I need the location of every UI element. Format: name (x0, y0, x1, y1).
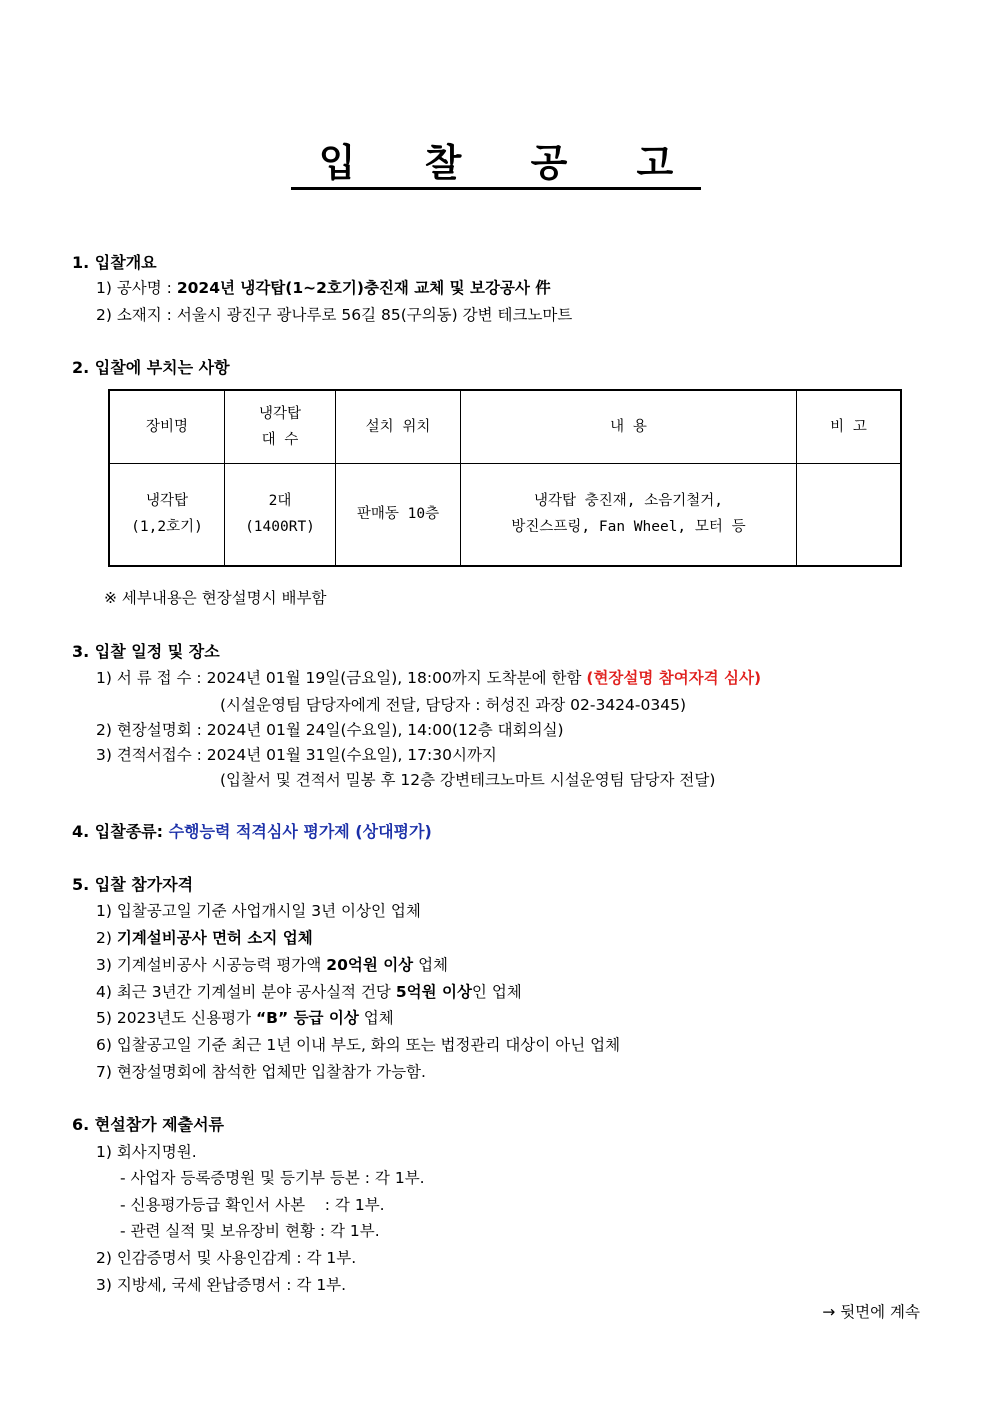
schedule-documents: 1) 서 류 접 수 : 2024년 01월 19일(금요일), 18:00까지 도착분에 한함 (현장설명 참여자격 심사) (96, 669, 762, 687)
document-3: 3) 지방세, 국세 완납증명서 : 각 1부. (96, 1276, 347, 1294)
qualification-5: 5) 2023년도 신용평가 “B” 등급 이상 업체 (96, 1009, 394, 1027)
continue-note: → 뒷면에 계속 (822, 1303, 920, 1321)
cell-location: 판매동 10층 (336, 463, 461, 566)
schedule-quote: 3) 견적서접수 : 2024년 01월 31일(수요일), 17:30시까지 (96, 746, 497, 764)
header-count: 냉각탑 대 수 (225, 390, 336, 463)
schedule-quote-note: (입찰서 및 견적서 밀봉 후 12층 강변테크노마트 시설운영팀 담당자 전달) (220, 771, 716, 789)
document-1c: - 관련 실적 및 보유장비 현황 : 각 1부. (120, 1222, 380, 1240)
qualification-7: 7) 현장설명회에 참석한 업체만 입찰참가 가능함. (96, 1063, 426, 1081)
header-content: 내 용 (461, 390, 797, 463)
document-1: 1) 회사지명원. (96, 1143, 197, 1161)
project-name: 1) 공사명 : 2024년 냉각탑(1~2호기)충진재 교체 및 보강공사 件 (96, 279, 551, 297)
document-1a: - 사업자 등록증명원 및 등기부 등본 : 각 1부. (120, 1169, 425, 1187)
section-3-heading: 3. 입찰 일정 및 장소 (72, 642, 220, 661)
section-5-heading: 5. 입찰 참가자격 (72, 875, 194, 894)
project-location: 2) 소재지 : 서울시 광진구 광나루로 56길 85(구의동) 강변 테크노마트 (96, 306, 573, 324)
header-note: 비 고 (797, 390, 902, 463)
equipment-table (108, 389, 902, 567)
qualification-4: 4) 최근 3년간 기계설비 분야 공사실적 건당 5억원 이상인 업체 (96, 983, 522, 1001)
section-2-heading: 2. 입찰에 부치는 사항 (72, 358, 230, 377)
cell-count: 2대 (1400RT) (225, 463, 336, 566)
header-equipment: 장비명 (109, 390, 225, 463)
header-location: 설치 위치 (336, 390, 461, 463)
section-1-heading: 1. 입찰개요 (72, 253, 157, 272)
qualification-3: 3) 기계설비공사 시공능력 평가액 20억원 이상 업체 (96, 956, 449, 974)
table-row (109, 463, 901, 566)
table-header-row (109, 390, 901, 463)
cell-note (797, 463, 902, 566)
page-title: 입 찰 공 고 (0, 132, 992, 187)
qualification-2: 2) 기계설비공사 면허 소지 업체 (96, 929, 313, 947)
table-remark: ※ 세부내용은 현장설명시 배부함 (104, 589, 327, 607)
qualification-6: 6) 입찰공고일 기준 최근 1년 이내 부도, 화의 또는 법정관리 대상이 아닌 업체 (96, 1036, 621, 1054)
qualification-1: 1) 입찰공고일 기준 사업개시일 3년 이상인 업체 (96, 902, 421, 920)
cell-equipment: 냉각탑 (1,2호기) (109, 463, 225, 566)
schedule-site-briefing: 2) 현장설명회 : 2024년 01월 24일(수요일), 14:00(12층 대회의실) (96, 721, 564, 739)
document-2: 2) 인감증명서 및 사용인감계 : 각 1부. (96, 1249, 357, 1267)
cell-content: 냉각탑 충진재, 소음기철거, 방진스프링, Fan Wheel, 모터 등 (461, 463, 797, 566)
section-6-heading: 6. 현설참가 제출서류 (72, 1115, 224, 1134)
schedule-documents-note: (시설운영팀 담당자에게 전달, 담당자 : 허성진 과장 02-3424-0345) (220, 696, 686, 714)
section-4-heading: 4. 입찰종류: 수행능력 적격심사 평가제 (상대평가) (72, 822, 432, 841)
document-1b: - 신용평가등급 확인서 사본 : 각 1부. (120, 1196, 385, 1214)
